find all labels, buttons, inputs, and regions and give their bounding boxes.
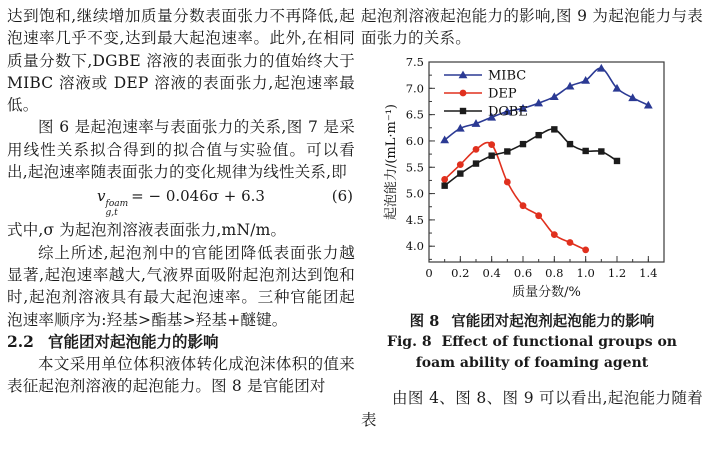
y-tick-label: 4.0 bbox=[405, 238, 424, 253]
square-marker bbox=[457, 170, 463, 176]
y-tick-label: 7.0 bbox=[405, 80, 424, 95]
legend-label: MIBC bbox=[488, 68, 527, 84]
circle-marker bbox=[582, 246, 589, 253]
figure-caption-en-text2: foam ability of foaming agent bbox=[415, 354, 649, 371]
section-number: 2.2 bbox=[7, 331, 34, 351]
equation-number: (6) bbox=[331, 187, 353, 206]
y-tick-label: 4.5 bbox=[405, 212, 424, 227]
y-tick-label: 6.0 bbox=[405, 133, 424, 148]
paragraph: 起泡剂溶液起泡能力的影响,图 9 为起泡能力与表面张力的关系。 bbox=[361, 7, 703, 48]
figure-8 bbox=[361, 52, 703, 374]
right-text-column bbox=[361, 5, 703, 431]
x-tick-label: 1.0 bbox=[576, 265, 595, 280]
x-tick-label: 0 bbox=[425, 265, 433, 280]
y-tick-label: 7.5 bbox=[405, 54, 424, 69]
circle-marker bbox=[551, 231, 558, 238]
x-axis-label: 质量分数/% bbox=[512, 284, 581, 300]
x-tick-label: 0.6 bbox=[513, 265, 533, 280]
x-tick-label: 0.4 bbox=[482, 265, 501, 280]
left-text-column bbox=[7, 5, 355, 398]
section-title: 官能团对起泡能力的影响 bbox=[47, 331, 219, 351]
triangle-marker bbox=[550, 92, 559, 100]
equation-body: = − 0.046σ + 6.3 bbox=[131, 187, 265, 206]
equation-variable: v bbox=[97, 187, 106, 206]
paragraph: 图 6 是起泡速率与表面张力的关系,图 7 是采用线性关系拟合得到的拟合值与实验值。可以看出,起泡速率随表面张力的变化规律为线性关系,即 bbox=[7, 118, 355, 182]
legend-label: DGBE bbox=[488, 104, 528, 120]
equation-6 bbox=[7, 184, 355, 218]
x-tick-label: 1.4 bbox=[639, 265, 658, 280]
equation-superscript: foam bbox=[105, 199, 129, 210]
figure-caption-cn-label: 图 8 bbox=[409, 312, 440, 330]
square-marker bbox=[441, 182, 447, 188]
figure-caption-en-line2 bbox=[361, 353, 703, 374]
paragraph: 式中,σ 为起泡剂溶液表面张力,mN/m。 bbox=[7, 221, 287, 240]
square-marker bbox=[551, 126, 557, 132]
circle-marker bbox=[504, 178, 511, 185]
square-marker bbox=[614, 157, 620, 163]
paragraph: 由图 4、图 8、图 9 可以看出,起泡能力随着表 bbox=[361, 388, 703, 429]
square-marker bbox=[535, 132, 541, 138]
y-axis-label: 起泡能力/(mL·m⁻¹) bbox=[384, 103, 399, 220]
section-heading-2-2 bbox=[7, 331, 355, 353]
figure-caption-cn-text: 官能团对起泡剂起泡能力的影响 bbox=[451, 312, 655, 330]
triangle-marker bbox=[628, 93, 637, 101]
series-DEP bbox=[441, 141, 589, 253]
square-marker bbox=[460, 107, 466, 113]
y-tick-label: 6.5 bbox=[405, 107, 424, 122]
x-tick-label: 1.2 bbox=[607, 265, 627, 280]
y-tick-label: 5.5 bbox=[405, 159, 424, 174]
square-marker bbox=[488, 152, 494, 158]
paragraph: 本文采用单位体积液体转化成泡沫体积的值来表征起泡剂溶液的起泡能力。图 8 是官能团对 bbox=[7, 355, 355, 396]
x-tick-label: 0.8 bbox=[545, 265, 564, 280]
circle-marker bbox=[488, 141, 495, 148]
square-marker bbox=[598, 148, 604, 154]
circle-marker bbox=[567, 239, 574, 246]
y-tick-label: 5.0 bbox=[405, 186, 424, 201]
equation-subscript: g,t bbox=[105, 208, 118, 219]
square-marker bbox=[520, 140, 526, 146]
legend bbox=[444, 68, 528, 119]
figure-caption-en-line1 bbox=[361, 332, 703, 353]
circle-marker bbox=[441, 176, 448, 183]
circle-marker bbox=[460, 89, 467, 96]
legend-label: DEP bbox=[488, 86, 517, 102]
square-marker bbox=[582, 147, 588, 153]
figure-caption-cn bbox=[361, 312, 703, 332]
circle-marker bbox=[520, 202, 527, 209]
circle-marker bbox=[535, 212, 542, 219]
x-tick-label: 0.2 bbox=[451, 265, 470, 280]
square-marker bbox=[567, 140, 573, 146]
triangle-marker bbox=[597, 64, 606, 72]
figure-caption-en-text1: Effect of functional groups on bbox=[441, 333, 677, 350]
square-marker bbox=[473, 160, 479, 166]
paragraph: 达到饱和,继续增加质量分数表面张力不再降低,起泡速率几乎不变,达到最大起泡速率。此外,在相同质量分数下,DGBE 溶液的表面张力的值始终大于 MIBC 溶液或 DEP 溶液的表面张力,起泡速率最低。 bbox=[7, 7, 355, 115]
figure-caption-en-label: Fig. 8 bbox=[387, 333, 432, 350]
circle-marker bbox=[457, 161, 464, 168]
equation-supsub bbox=[106, 200, 129, 218]
circle-marker bbox=[473, 146, 480, 153]
series-DGBE bbox=[441, 126, 620, 189]
square-marker bbox=[504, 148, 510, 154]
paragraph: 综上所述,起泡剂中的官能团降低表面张力越显著,起泡速率越大,气液界面吸附起泡剂达到饱和时,起泡剂溶液具有最大起泡速率。三种官能团起泡速率顺序为:羟基>酯基>羟基+醚键。 bbox=[7, 243, 355, 329]
figure-8-chart bbox=[383, 52, 706, 304]
